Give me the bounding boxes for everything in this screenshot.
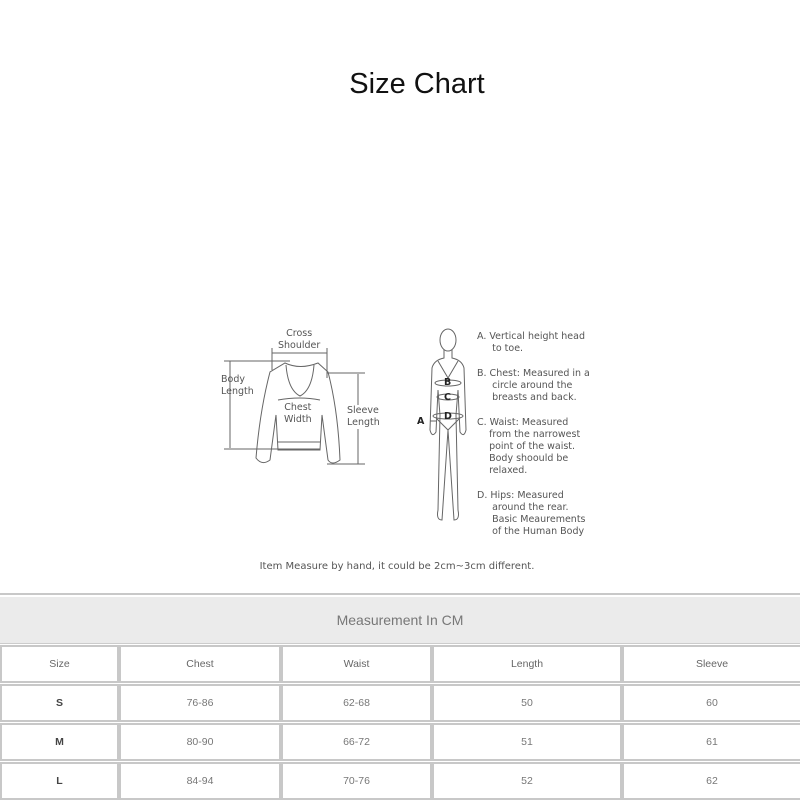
cell-length: 52 [432, 762, 622, 800]
letter-c: C [444, 392, 451, 403]
cell-length: 50 [432, 684, 622, 722]
note-a: A. Vertical height head to toe. [477, 331, 585, 354]
cell-waist: 70-76 [281, 762, 432, 800]
letter-b: B [444, 377, 452, 388]
note-c: C. Waist: Measured from the narrowest point of the waist. Body shoould be relaxed. [477, 417, 581, 476]
cell-waist: 66-72 [281, 723, 432, 761]
cell-size: L [0, 762, 119, 800]
letter-a: A [417, 416, 425, 427]
cell-sleeve: 61 [622, 723, 800, 761]
cell-chest: 76-86 [119, 684, 281, 722]
cell-size: M [0, 723, 119, 761]
header-chest: Chest [119, 645, 281, 683]
header-waist: Waist [281, 645, 432, 683]
size-table [0, 593, 800, 802]
cell-chest: 84-94 [119, 762, 281, 800]
header-sleeve: Sleeve [622, 645, 800, 683]
table-caption: Measurement In CM [0, 597, 800, 644]
note-d: D. Hips: Measured around the rear. Basic Meaurements of the Human Body [477, 490, 586, 537]
cell-length: 51 [432, 723, 622, 761]
cell-size: S [0, 684, 119, 722]
note-b: B. Chest: Measured in a circle around the breasts and back. [477, 368, 590, 403]
body-length-label: Body Length [221, 374, 254, 397]
measurement-diagram [210, 320, 590, 580]
cell-chest: 80-90 [119, 723, 281, 761]
sleeve-length-label: Sleeve Length [347, 405, 380, 428]
letter-d: D [444, 411, 452, 422]
header-size: Size [0, 645, 119, 683]
page-title: Size Chart [349, 68, 485, 100]
chest-width-label: Chest Width [284, 402, 312, 425]
cell-sleeve: 62 [622, 762, 800, 800]
header-length: Length [432, 645, 622, 683]
cell-waist: 62-68 [281, 684, 432, 722]
measurement-note: Item Measure by hand, it could be 2cm~3cm different. [259, 561, 535, 572]
cross-shoulder-label: Cross Shoulder [278, 328, 321, 351]
cell-sleeve: 60 [622, 684, 800, 722]
